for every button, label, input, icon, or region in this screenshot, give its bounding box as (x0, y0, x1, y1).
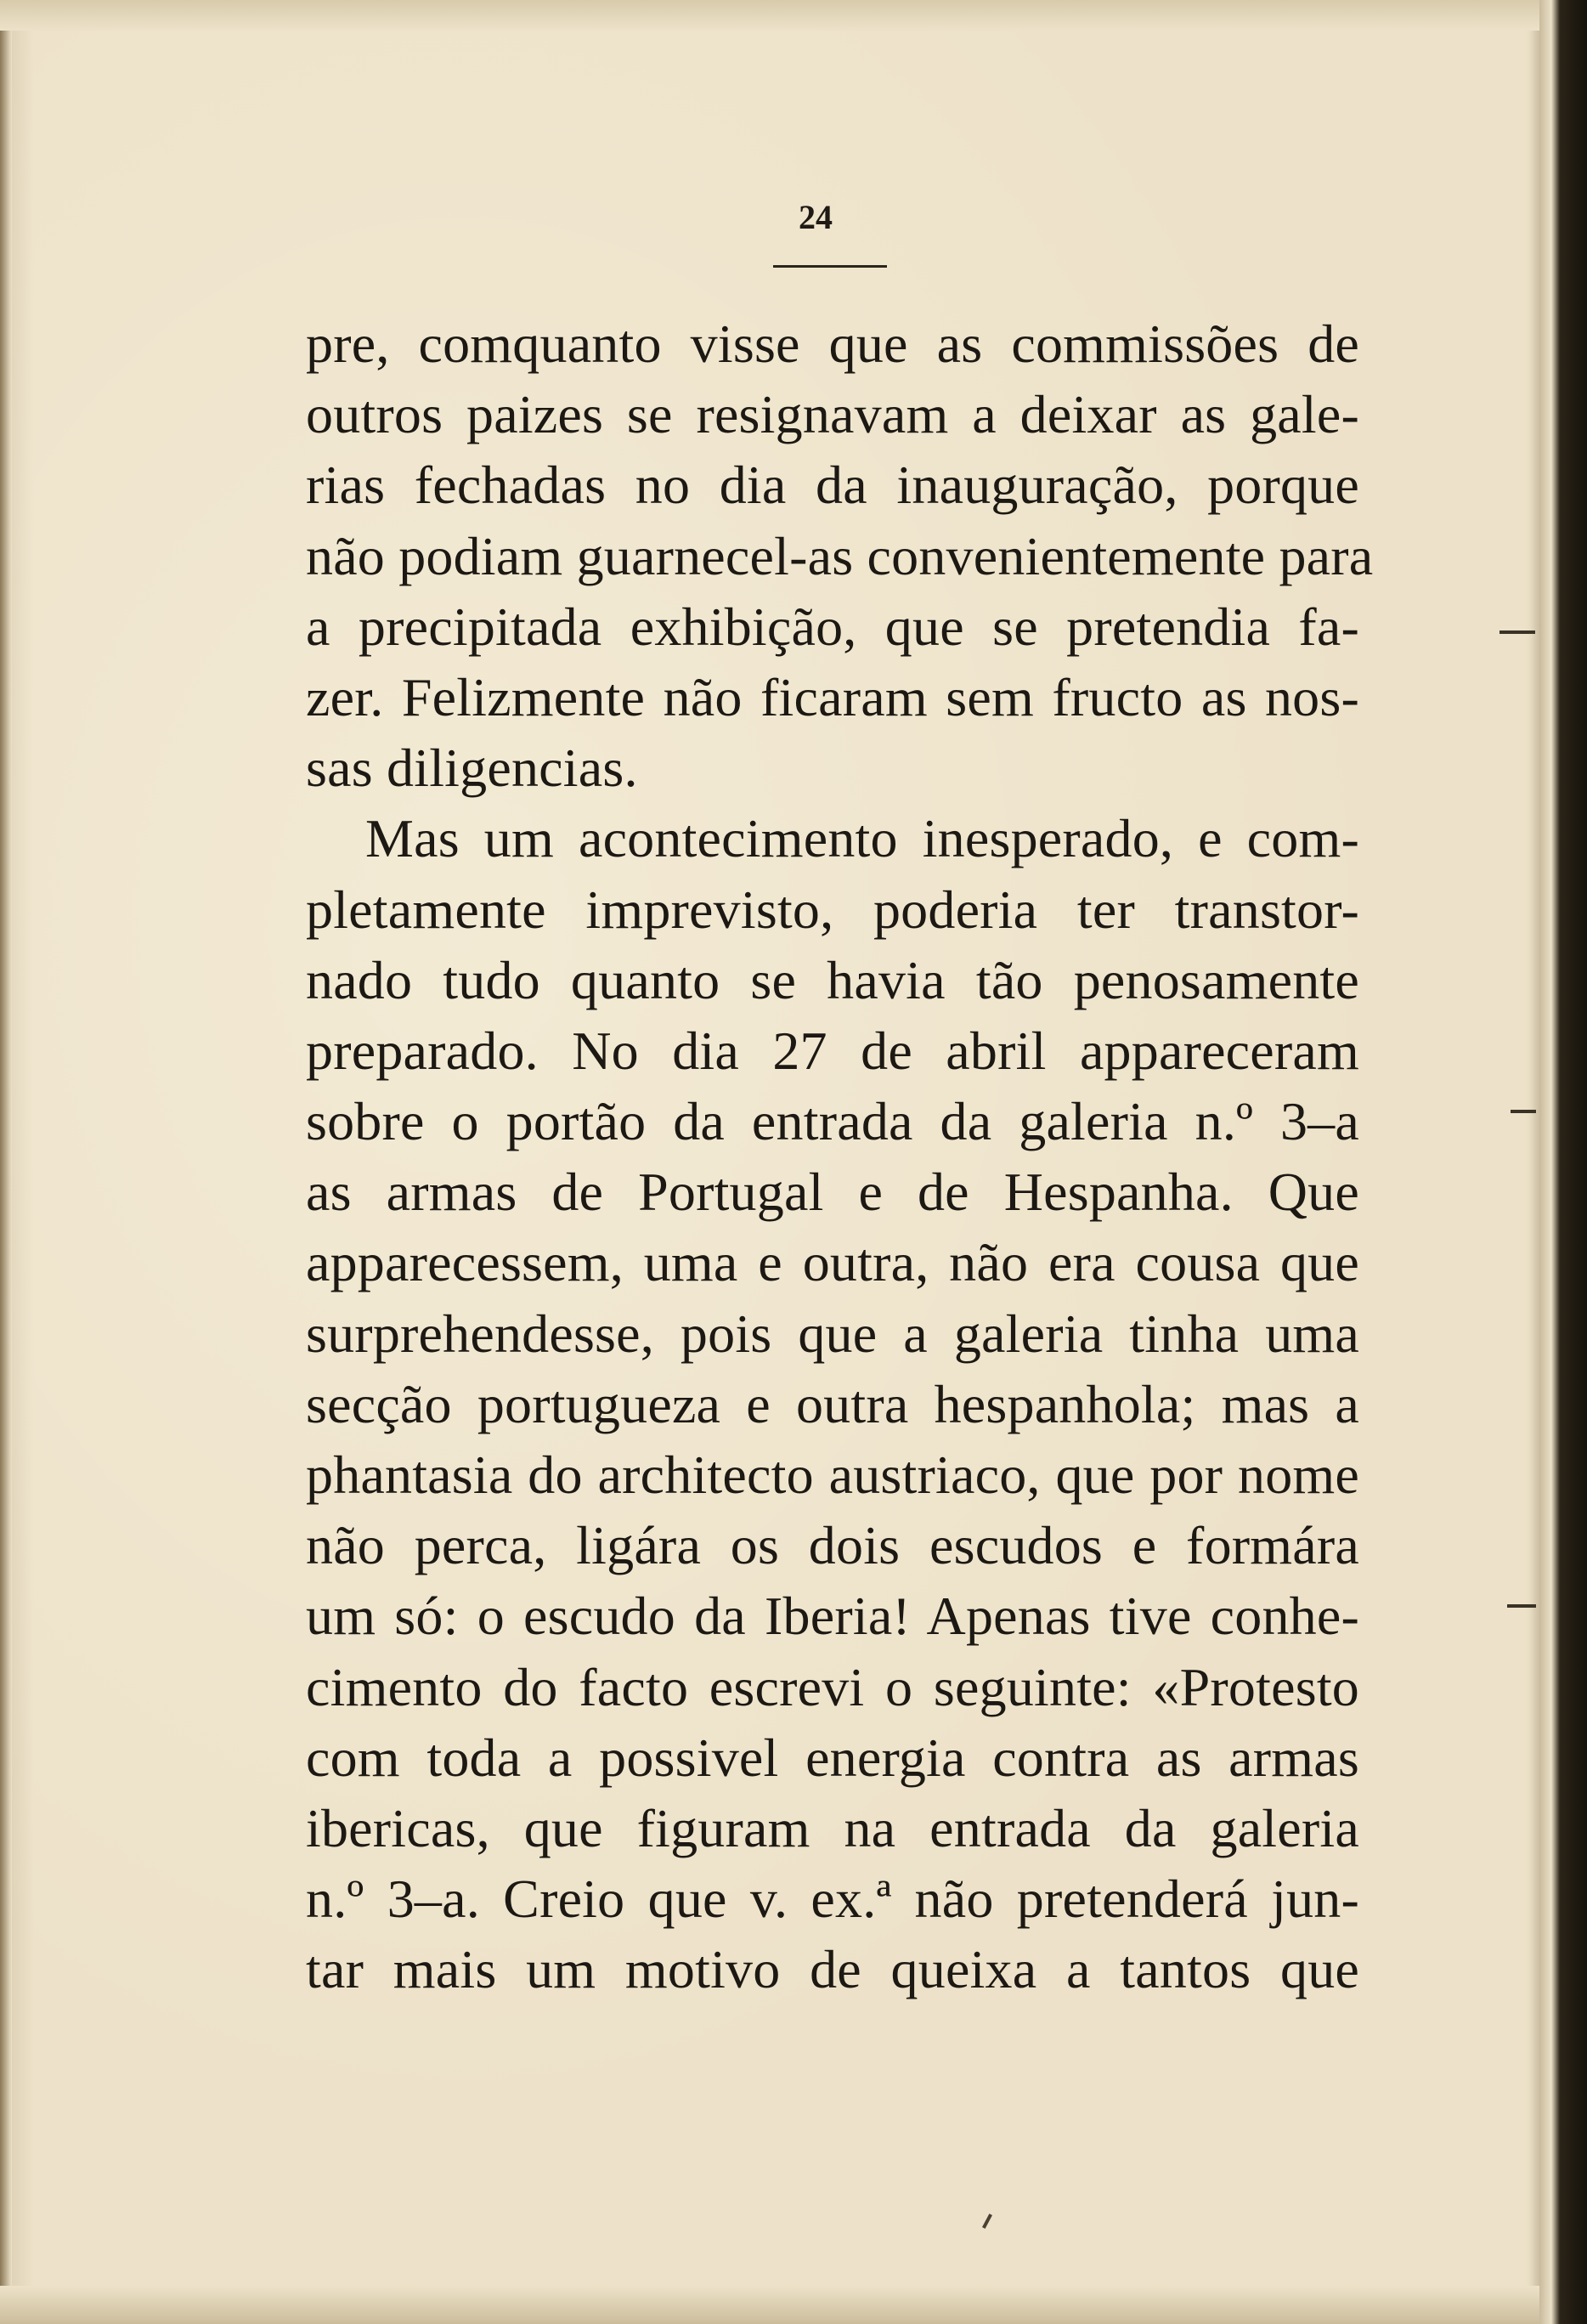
text-line: phantasia do architecto austriaco, que por nome (306, 1445, 1359, 1505)
page-bottom-edge (0, 2286, 1539, 2324)
margin-mark (1511, 1110, 1536, 1113)
page-binding-edge (0, 0, 12, 2324)
text-line: zer. Felizmente não ficaram sem fructo as nos- (306, 666, 1359, 727)
text-line: sobre o portão da entrada da galeria n.º 3–a (306, 1091, 1359, 1152)
text-line: as armas de Portugal e de Hespanha. Que (306, 1162, 1359, 1223)
text-line: não podiam guarnecel-as convenientemente para (306, 525, 1374, 586)
text-line: apparecessem, uma e outra, não era cousa que (306, 1232, 1359, 1293)
text-line: sas diligencias. (306, 738, 638, 799)
text-line: um só: o escudo da Iberia! Apenas tive conhe- (306, 1586, 1359, 1647)
text-line: nado tudo quanto se havia tão penosamente (306, 949, 1359, 1010)
page-top-edge (0, 0, 1539, 31)
margin-mark (1507, 1604, 1536, 1608)
text-line: com toda a possivel energia contra as armas (306, 1727, 1359, 1788)
text-line: a precipitada exhibição, que se pretendia fa- (306, 596, 1359, 657)
text-line: Mas um acontecimento inesperado, e com- (365, 808, 1359, 869)
text-line: surprehendesse, pois que a galeria tinha uma (306, 1303, 1359, 1364)
margin-mark (1499, 630, 1535, 634)
text-line: n.º 3–a. Creio que v. ex.ª não pretenderá jun- (306, 1869, 1359, 1930)
text-line: outros paizes se resignavam a deixar as gale- (306, 384, 1359, 445)
text-line: rias fechadas no dia da inauguração, porque (306, 455, 1359, 516)
text-line: ibericas, que figuram na entrada da galeria (306, 1797, 1359, 1858)
page-right-edge (1539, 0, 1587, 2324)
text-line: tar mais um motivo de queixa a tantos que (306, 1939, 1359, 2000)
body-text (306, 308, 1374, 2005)
text-line: pletamente imprevisto, poderia ter transtor- (306, 879, 1359, 940)
page-number-rule (773, 265, 887, 268)
page-number: 24 (799, 198, 833, 236)
text-line: não perca, ligára os dois escudos e formára (306, 1515, 1359, 1576)
text-line: cimento do facto escrevi o seguinte: «Protesto (306, 1656, 1359, 1717)
text-line: preparado. No dia 27 de abril appareceram (306, 1020, 1359, 1081)
text-line: pre, comquanto visse que as commissões de (306, 314, 1359, 374)
text-line: secção portugueza e outra hespanhola; mas a (306, 1373, 1359, 1434)
